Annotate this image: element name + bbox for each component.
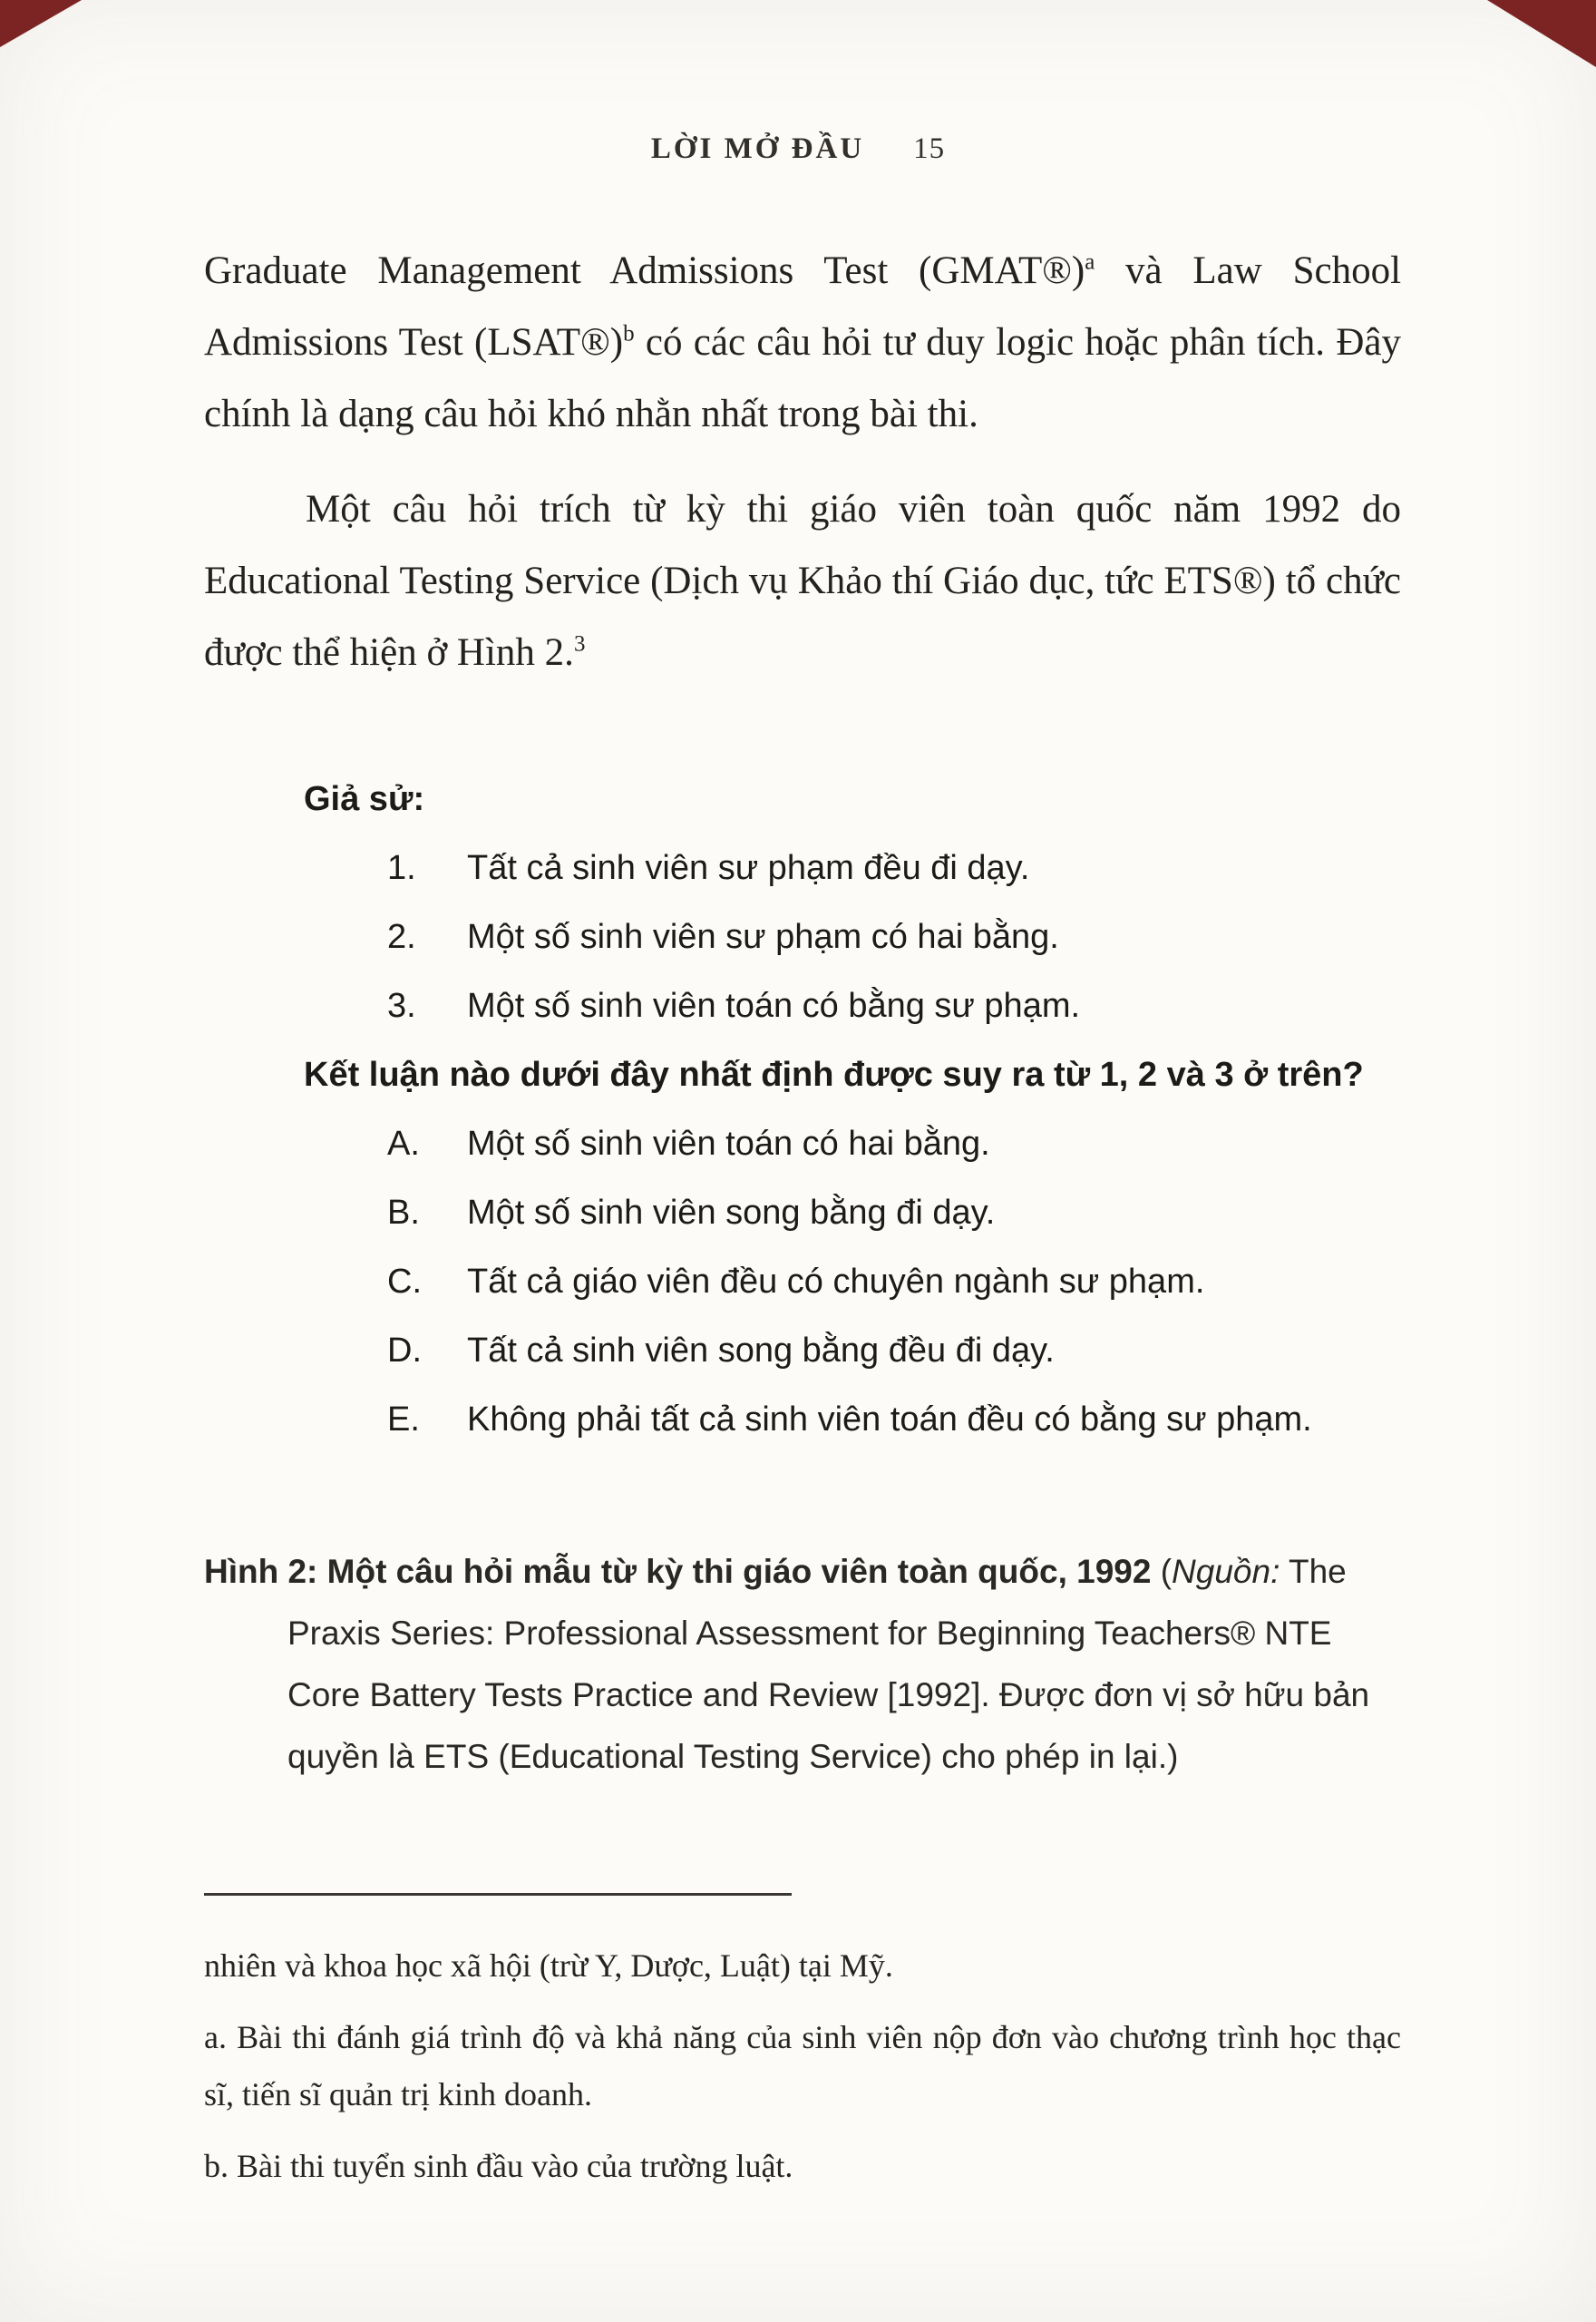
scan-artifact-top-right-corner [1487,0,1596,67]
figure-caption-source-text: The Praxis Series: Professional Assessment for Beginning Teachers® NTE Core Battery Tests Practice and Review [1992]. Được đơn vị sở hữu bản quyền là ETS (Educational Testing Service) cho phép in lại.) [287,1553,1370,1775]
paragraph-text-segment: có các câu hỏi tư duy logic hoặc phân tích. Đây chính là dạng câu hỏi khó nhằn nhất trong bài thi. [204,321,1401,435]
page-header [0,0,1596,166]
premise-number: 1. [387,849,416,887]
option-text: Tất cả giáo viên đều có chuyên ngành sư phạm. [467,1263,1205,1301]
answer-option-row [387,1316,1401,1385]
answer-option-row [387,1109,1401,1178]
option-letter: C. [387,1263,422,1301]
paragraph-text-segment: và Law School Admissions Test (LSAT®) [204,249,1402,364]
figure-caption [204,1541,1401,1788]
option-letter: D. [387,1332,422,1370]
option-text: Không phải tất cả sinh viên toán đều có bằng sư phạm. [467,1400,1312,1439]
footnote-marker-b: b [623,321,635,346]
footnote-marker-a: a [1085,249,1095,275]
premise-text: Tất cả sinh viên sư phạm đều đi dạy. [467,849,1030,887]
figure-caption-source-label: Nguồn: [1172,1553,1280,1590]
answer-option-row [387,1247,1401,1316]
paragraph-gmat-lsat [204,235,1401,450]
endnote-marker-3: 3 [573,631,586,657]
paragraph-text-segment: Graduate Management Admissions Test (GMAT®) [204,249,1085,292]
page-number: 15 [913,132,946,165]
premise-heading: Giả sử: [304,780,425,818]
answer-option-row [387,1385,1401,1454]
scan-artifact-top-left-corner [0,0,82,47]
option-letter: B. [387,1194,420,1232]
premise-text: Một số sinh viên toán có bằng sư phạm. [467,987,1081,1025]
question-stem: Kết luận nào dưới đây nhất định được suy ra từ 1, 2 và 3 ở trên? [304,1056,1364,1094]
figure-caption-title: Hình 2: Một câu hỏi mẫu từ kỳ thi giáo viên toàn quốc, 1992 [204,1553,1152,1590]
figure-caption-paren: ( [1151,1553,1173,1590]
premise-row [387,971,1401,1040]
option-letter: E. [387,1400,420,1439]
footnote-continuation: nhiên và khoa học xã hội (trừ Y, Dược, Luật) tại Mỹ. [204,1947,893,1984]
option-text: Một số sinh viên song bằng đi dạy. [467,1194,996,1232]
option-text: Tất cả sinh viên song bằng đều đi dạy. [467,1332,1055,1370]
paragraph-text-segment: Một câu hỏi trích từ kỳ thi giáo viên toàn quốc năm 1992 do Educational Testing Service (Dịch vụ Khảo thí Giáo dục, tức ETS®) tổ chức được thể hiện ở Hình 2. [204,488,1401,674]
premise-number: 2. [387,918,416,956]
premise-number: 3. [387,987,416,1025]
option-letter: A. [387,1125,420,1163]
page-content [204,235,1401,2195]
footnote-section [204,1893,1401,2195]
sample-test-question [304,765,1401,1454]
paragraph-sample-question-intro [204,473,1401,688]
chapter-title: LỜI MỞ ĐẦU [650,132,865,165]
answer-option-row [387,1178,1401,1247]
footnote-divider [204,1893,792,1896]
footnote-a: a. Bài thi đánh giá trình độ và khả năng của sinh viên nộp đơn vào chương trình học thạc sĩ, tiến sĩ quản trị kinh doanh. [204,2019,1401,2112]
option-text: Một số sinh viên toán có hai bằng. [467,1125,990,1163]
premise-text: Một số sinh viên sư phạm có hai bằng. [467,918,1059,956]
footnote-b: b. Bài thi tuyển sinh đầu vào của trường luật. [204,2148,793,2184]
premise-row [387,902,1401,971]
premise-row [387,834,1401,902]
